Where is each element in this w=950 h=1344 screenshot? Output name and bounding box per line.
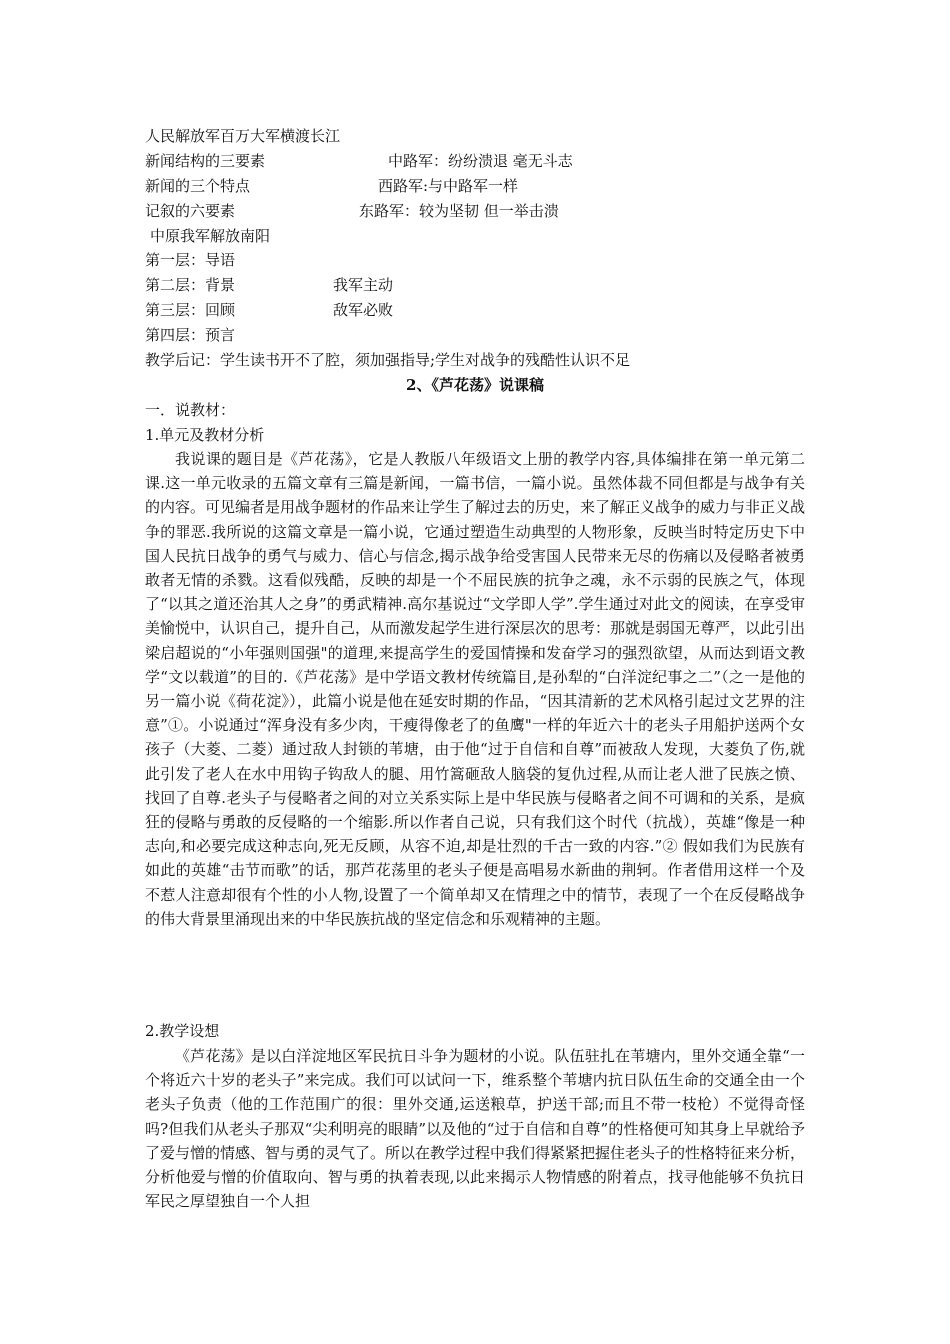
outline-row-right: 中路军：纷纷溃退 毫无斗志 [388, 152, 573, 170]
layer-row: 第一层：导语 [145, 251, 236, 269]
layer-row: 第四层：预言 [145, 326, 236, 344]
layer-row: 第二层：背景 [145, 276, 236, 294]
outline-row: 新闻结构的三要素 [145, 152, 266, 170]
body-paragraph: 《芦花荡》是以白洋淀地区军民抗日斗争为题材的小说。队伍驻扎在苇塘内，里外交通全靠“一个将近六十岁的老头子”来完成。我们可以试问一下，维系整个苇塘内抗日队伍生命的交通全由一个老头子负责（他的工作范围广的很：里外交通,运送粮草，护送干部;而且不带一枝枪）不觉得奇怪吗?但我们从老头子那双“尖利明亮的眼睛”以及他的“过于自信和自尊”的性格便可知其身上早就给予了爱与憎的情感、智与勇的灵气了。所以在教学过程中我们得紧紧把握住老头子的性格特征来分析，分析他爱与憎的价值取向、智与勇的执着表现,以此来揭示人物情感的附着点，找寻他能够不负抗日军民之厚望独自一个人担 [145, 1047, 806, 1211]
outline-row: 新闻的三个特点 [145, 177, 251, 195]
outline-row-right: 东路军：较为坚韧 但一举击溃 [359, 202, 559, 220]
teaching-postscript: 教学后记：学生读书开不了腔，须加强指导;学生对战争的残酷性认识不足 [145, 351, 631, 369]
subsection-heading: 2.教学设想 [145, 1022, 220, 1040]
outline-heading: 人民解放军百万大军横渡长江 [145, 127, 341, 145]
body-paragraph: 我说课的题目是《芦花荡》，它是人教版八年级语文上册的教学内容,具体编排在第一单元第二课.这一单元收录的五篇文章有三篇是新闻，一篇书信，一篇小说。虽然体裁不同但都是与战争有关的内容。可见编者是用战争题材的作品来让学生了解过去的历史，来了解正义战争的威力与非正义战争的罪恶.我所说的这篇文章是一篇小说，它通过塑造生动典型的人物形象，反映当时特定历史下中国人民抗日战争的勇气与威力、信心与信念,揭示战争给受害国人民带来无尽的伤痛以及侵略者被勇敢者无情的杀戮。这看似残酷，反映的却是一个不屈民族的抗争之魂，永不示弱的民族之气，体现了“以其之道还治其人之身”的勇武精神.高尔基说过“文学即人学”.学生通过对此文的阅读，在享受审美愉悦中，认识自己，提升自己，从而激发起学生进行深层次的思考：那就是弱国无尊严，以此引出梁启超说的“小年强则国强"的道理,来提高学生的爱国情操和发奋学习的强烈欲望，从而达到语文教学“文以载道”的目的.《芦花荡》是中学语文教材传统篇目,是孙犁的“白洋淀纪事之二”（之一是他的另一篇小说《荷花淀》），此篇小说是他在延安时期的作品，“因其清新的艺术风格引起过文艺界的注意”①。小说通过“浑身没有多少肉，干瘦得像老了的鱼鹰"一样的年近六十的老头子用船护送两个女孩子（大菱、二菱）通过敌人封锁的苇塘，由于他“过于自信和自尊”而被敌人发现，大菱负了伤,就此引发了老人在水中用钩子钩敌人的腿、用竹篙砸敌人脑袋的复仇过程,从而让老人泄了民族之愤、找回了自尊.老头子与侵略者之间的对立关系实际上是中华民族与侵略者之间不可调和的关系，是疯狂的侵略与勇敢的反侵略的一个缩影.所以作者自己说，只有我们这个时代（抗战），英雄“像是一种志向,和必要完成这种志向,死无反顾，从容不迫,却是壮烈的千古一致的内容.”② 假如我们为民族有如此的英雄“击节而歌”的话，那芦花荡里的老头子便是高唱易水新曲的荆轲。作者借用这样一个及不惹人注意却很有个性的小人物,设置了一个简单却又在情理之中的情节，表现了一个在反侵略战争的伟大背景里涌现出来的中华民族抗战的坚定信念和乐观精神的主题。 [145, 450, 806, 928]
layer-row-right: 敌军必败 [333, 301, 394, 319]
section-heading: 一．说教材： [145, 401, 236, 419]
outline-sub-heading: 中原我军解放南阳 [150, 227, 271, 245]
layer-row-right: 我军主动 [333, 276, 394, 294]
layer-row: 第三层：回顾 [145, 301, 236, 319]
outline-row: 记叙的六要素 [145, 202, 236, 220]
lesson-title: 2、《芦花荡》说课稿 [406, 376, 544, 394]
subsection-heading: 1.单元及教材分析 [145, 426, 265, 444]
outline-row-right: 西路军:与中路军一样 [378, 177, 519, 195]
